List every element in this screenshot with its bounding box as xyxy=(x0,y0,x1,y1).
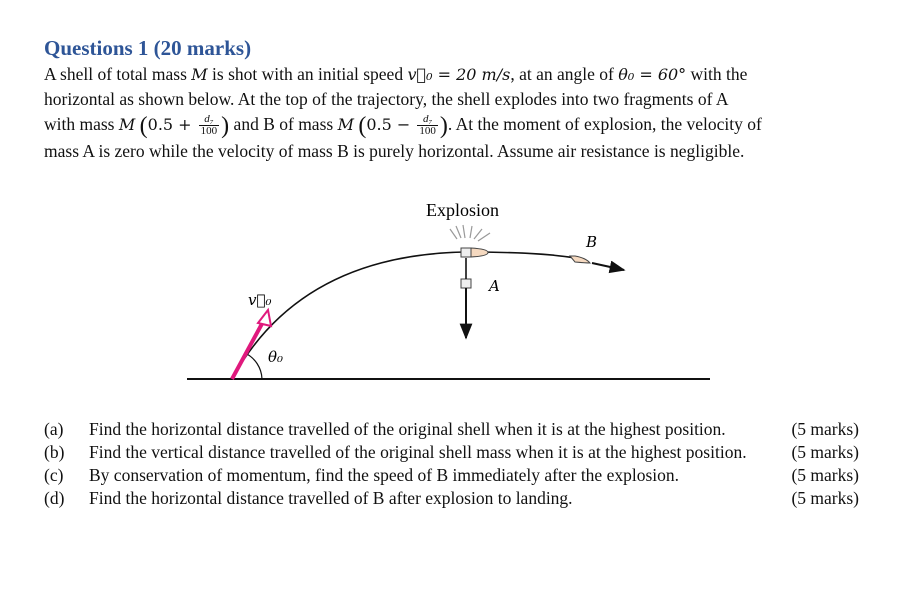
shell-at-apex-icon xyxy=(461,248,488,257)
question-heading: Questions 1 (20 marks) xyxy=(44,36,252,60)
statement-line-2: horizontal as shown below. At the top of the trajectory, the shell explodes into two fragments of A xyxy=(44,89,729,109)
question-label: (a) xyxy=(44,419,64,439)
v0-label: v⃗₀ xyxy=(248,291,272,309)
marks-label: (5 marks) xyxy=(791,488,859,508)
fragment-b-velocity-arrow xyxy=(592,263,624,270)
question-text: Find the horizontal distance travelled of the original shell when it is at the highest position. xyxy=(89,419,726,439)
question-d xyxy=(44,487,859,510)
fraction-d7-over-100: $\frac{\text{d₇}}{100}$ xyxy=(419,113,436,138)
question-a xyxy=(44,418,859,441)
question-text: By conservation of momentum, find the speed of B immediately after the explosion. xyxy=(89,465,680,485)
marks-label: (5 marks) xyxy=(791,419,859,439)
question-label: (d) xyxy=(44,488,65,508)
fragment-a-icon xyxy=(461,279,471,288)
initial-velocity-arrowhead xyxy=(258,310,271,326)
trajectory-diagram xyxy=(0,190,923,390)
marks-label: (5 marks) xyxy=(791,465,859,485)
statement-line-4: mass A is zero while the velocity of mass B is purely horizontal. Assume air resistance is negligible. xyxy=(44,141,745,161)
initial-velocity-arrow xyxy=(232,320,264,379)
explosion-burst-icon xyxy=(450,225,490,241)
question-b xyxy=(44,441,859,464)
explosion-label: Explosion xyxy=(426,200,500,220)
question-text: Find the horizontal distance travelled of B after explosion to landing. xyxy=(89,488,573,508)
question-label: (b) xyxy=(44,442,65,462)
fraction-d7-over-100: $\frac{\text{d₇}}{100}$ xyxy=(200,113,218,138)
question-text: Find the vertical distance travelled of the original shell mass when it is at the highest position. xyxy=(89,442,747,462)
marks-label: (5 marks) xyxy=(791,442,859,462)
trajectory-arc xyxy=(232,252,575,379)
problem-statement xyxy=(44,62,859,164)
statement-line-3: with mass M (0.5 + $\frac{\text{d₇}}{100}$ ) and B of mass M (0.5 − $\frac{\text{d₇}}{100}$ ). At the moment of explosion, the velocity of xyxy=(44,113,762,139)
statement-line-1: A shell of total mass M is shot with an initial speed v⃗₀ = 20 m/s, at an angle of θ₀ = 60° with the xyxy=(44,64,748,84)
angle-arc xyxy=(245,353,262,379)
label-b: B xyxy=(586,233,598,251)
question-label: (c) xyxy=(44,465,64,485)
question-c xyxy=(44,464,859,487)
label-a: A xyxy=(489,277,500,295)
fragment-b-icon xyxy=(570,256,590,263)
sub-questions xyxy=(44,418,859,510)
theta0-label: θ₀ xyxy=(268,348,284,366)
